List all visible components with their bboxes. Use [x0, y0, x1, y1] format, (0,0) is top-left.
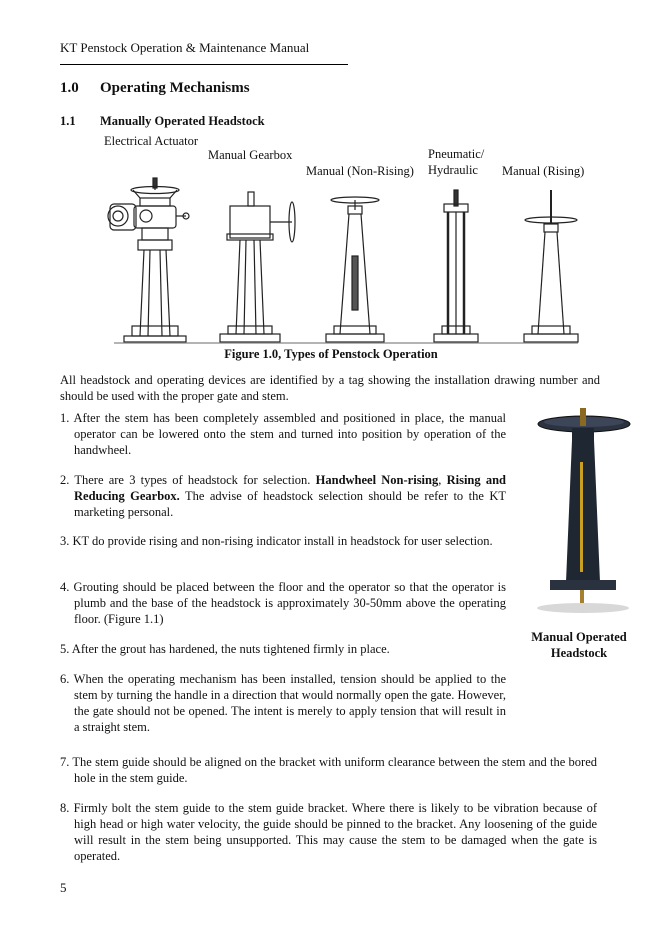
list-item-2 [60, 472, 506, 520]
photo-caption-line-2: Headstock [550, 646, 608, 660]
figure-caption: Figure 1.0, Types of Penstock Operation [224, 347, 438, 361]
item-2-bold-a: Handwheel Non-rising [315, 473, 439, 487]
subsection-title: Manually Operated Headstock [100, 114, 265, 128]
list-item-6: 6. When the operating mechanism has been installed, tension should be applied to the stem by turning the handle in a direction that would normally open the gate. However, the gate should not be opened. The intent is merely to apply tension that will result in a straight stem. [60, 672, 506, 734]
list-item-5: 5. After the grout has hardened, the nuts tightened firmly in place. [60, 642, 390, 656]
section-title: Operating Mechanisms [100, 80, 250, 96]
penstock-types-figure [100, 176, 610, 348]
item-2-bold-b: Rising and Reducing Gearbox. [74, 473, 506, 503]
item-2-text-d: The advise of headstock selection should be refer to the KT marketing personal. [74, 489, 506, 519]
item-2-text-a: 2. There are 3 types of headstock for selection. [60, 473, 316, 487]
header-rule [60, 64, 348, 65]
running-header: KT Penstock Operation & Maintenance Manual [60, 40, 310, 55]
photo-caption-line-1: Manual Operated [531, 630, 627, 644]
manual-gearbox-drawing [220, 192, 295, 342]
page-number: 5 [60, 880, 67, 895]
list-item-7: 7. The stem guide should be aligned on the bracket with uniform clearance between the stem and the bored hole in the stem guide. [60, 755, 597, 785]
label-manual-rising: Manual (Rising) [502, 164, 585, 178]
label-manual-non-rising: Manual (Non-Rising) [306, 164, 414, 178]
section-heading [60, 80, 250, 97]
manual-non-rising-drawing [326, 197, 384, 342]
manual-rising-drawing [524, 190, 578, 342]
pneumatic-hydraulic-drawing [434, 190, 478, 342]
section-number: 1.0 [60, 80, 79, 96]
headstock-photo [528, 402, 638, 618]
list-item-8: 8. Firmly bolt the stem guide to the stem guide bracket. Where there is likely to be vibration because of high head or high water velocity, the guide should be pinned to the bracket. Any loosening of the guide will result in the stem being unsupported. This may cause the stem to be damaged when the gate is operated. [60, 801, 597, 863]
list-item-4: 4. Grouting should be placed between the floor and the operator so that the operator is plumb and the base of the headstock is approximately 30-50mm above the operating floor. (Figure 1.1) [60, 580, 506, 626]
label-electrical-actuator: Electrical Actuator [104, 134, 199, 148]
electrical-actuator-drawing [108, 178, 189, 342]
subsection-number: 1.1 [60, 114, 76, 128]
list-item-1: 1. After the stem has been completely assembled and positioned in place, the manual operator can be lowered onto the stem and turned into position by operation of the handwheel. [60, 411, 506, 457]
intro-paragraph: All headstock and operating devices are identified by a tag showing the installation drawing number and should be used with the proper gate and stem. [60, 373, 600, 403]
label-hydraulic: Hydraulic [428, 163, 478, 177]
photo-caption [520, 629, 638, 661]
label-manual-gearbox: Manual Gearbox [208, 148, 293, 162]
label-pneumatic: Pneumatic/ [428, 147, 485, 161]
item-2-text-c: , [438, 473, 447, 487]
list-item-3: 3. KT do provide rising and non-rising indicator install in headstock for user selection. [60, 534, 493, 548]
subsection-heading [60, 114, 265, 129]
